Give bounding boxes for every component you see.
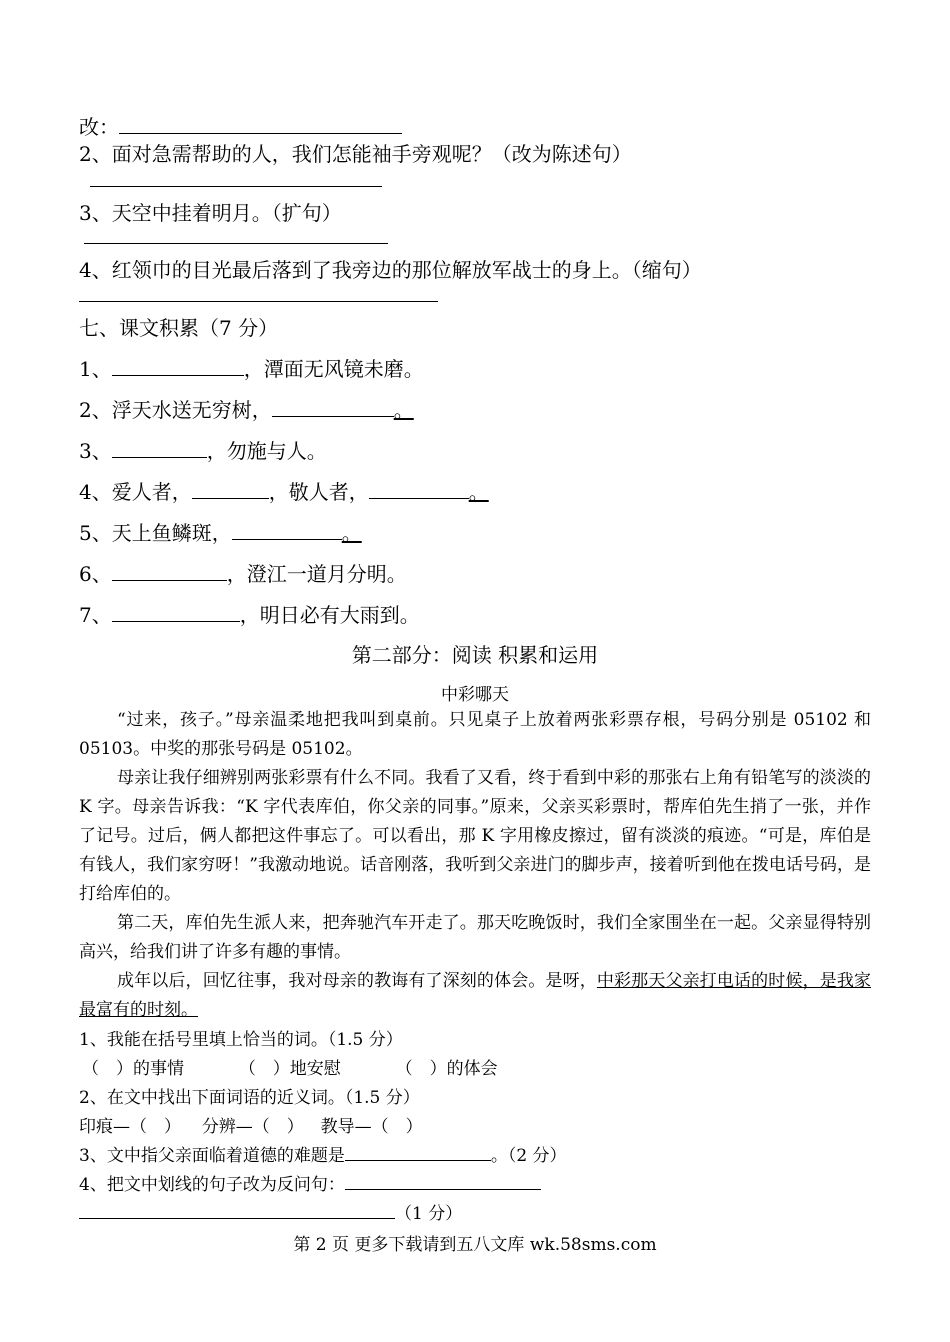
answer-blank[interactable]: [232, 518, 342, 540]
answer-blank[interactable]: [112, 559, 227, 581]
recite-item-1: 1、 ，潭面无风镜未磨。: [79, 353, 424, 382]
story-paragraph-4: 成年以后，回忆往事，我对母亲的教诲有了深刻的体会。是呀，中彩那天父亲打电话的时候，是我家最富有的时刻。: [79, 971, 871, 1020]
fill-row-1: [82, 1054, 498, 1079]
story-paragraph-1: “过来，孩子。”母亲温柔地把我叫到桌前。只见桌子上放着两张彩票存根，号码分别是 05102 和 05103。中奖的那张号码是 05102。: [79, 710, 871, 759]
story-paragraph-3: 第二天，库伯先生派人来，把奔驰汽车开走了。那天吃晚饭时，我们全家围坐在一起。父亲显得特别高兴，给我们讲了许多有趣的事情。: [79, 913, 871, 962]
answer-blank[interactable]: [79, 1200, 395, 1219]
answer-blank[interactable]: [84, 243, 388, 244]
question-rewrite-3: 3、天空中挂着明月。（扩句）: [79, 201, 342, 225]
recite-item-3: 3、 ，勿施与人。: [79, 435, 327, 464]
question-rewrite-2: 2、面对急需帮助的人，我们怎能袖手旁观呢？（改为陈述句）: [79, 142, 632, 166]
fill-row-2: [79, 1112, 423, 1137]
story-title: 中彩哪天: [441, 685, 509, 705]
fill-bracket[interactable]: （ ）的事情: [82, 1059, 184, 1079]
answer-blank[interactable]: [272, 395, 394, 417]
recite-item-5: 5、天上鱼鳞斑， 。: [79, 517, 362, 546]
recite-item-7: 7、 ，明日必有大雨到。: [79, 599, 420, 628]
fill-bracket[interactable]: 分辨—（ ）: [201, 1117, 304, 1137]
answer-blank[interactable]: [79, 301, 438, 302]
fill-bracket[interactable]: 印痕—（ ）: [79, 1117, 181, 1137]
reading-question-1: 1、我能在括号里填上恰当的词。（1.5 分）: [79, 1030, 403, 1050]
answer-blank[interactable]: [119, 112, 402, 134]
question-rewrite-4: 4、红领巾的目光最后落到了我旁边的那位解放军战士的身上。（缩句）: [79, 258, 702, 282]
recite-item-2: 2、浮天水送无穷树， 。: [79, 394, 414, 423]
answer-blank[interactable]: [369, 477, 469, 499]
question-4-answer-line: （1 分）: [79, 1199, 462, 1224]
answer-blank[interactable]: [345, 1171, 541, 1190]
fill-bracket[interactable]: （ ）地安慰: [238, 1059, 341, 1079]
part-2-heading: 第二部分：阅读 积累和运用: [351, 643, 599, 667]
recite-item-6: 6、 ，澄江一道月分明。: [79, 558, 407, 587]
fill-bracket[interactable]: （ ）的体会: [395, 1059, 498, 1079]
answer-blank[interactable]: [112, 436, 207, 458]
recite-item-4: 4、爱人者， ，敬人者， 。: [79, 476, 489, 505]
reading-question-3: 3、文中指父亲面临着道德的难题是 。（2 分）: [79, 1141, 567, 1166]
reading-question-2: 2、在文中找出下面词语的近义词。（1.5 分）: [79, 1088, 420, 1108]
story-paragraph-2: 母亲让我仔细辨别两张彩票有什么不同。我看了又看，终于看到中彩的那张右上角有铅笔写的淡淡的 K 字。母亲告诉我：“K 字代表库伯，你父亲的同事。”原来，父亲买彩票时，帮库伯先生捎了一张，并作了记号。过后，俩人都把这件事忘了。可以看出，那 K 字用橡皮擦过，留有淡淡的痕迹。“可是，库伯是有钱人，我们家穷呀！”我激动地说。话音刚落，我听到父亲进门的脚步声，接着听到他在拨电话号码，是打给库伯的。: [79, 768, 871, 904]
answer-blank[interactable]: [345, 1142, 491, 1161]
reading-question-4: 4、把文中划线的句子改为反问句：: [79, 1170, 541, 1195]
answer-blank[interactable]: [90, 186, 382, 187]
answer-blank[interactable]: [112, 354, 244, 376]
answer-blank[interactable]: [112, 600, 240, 622]
section-7-title: 七、课文积累（7 分）: [79, 316, 279, 340]
page-footer: 第 2 页 更多下载请到五八文库 wk.58sms.com: [293, 1235, 657, 1255]
answer-blank[interactable]: [192, 477, 269, 499]
fill-bracket[interactable]: 教导—（ ）: [320, 1117, 423, 1137]
rewrite-answer-line: 改：: [79, 111, 402, 140]
underlined-sentence: 中彩那天父亲打电话的时候，是我家最富有的时刻。: [79, 971, 871, 1020]
